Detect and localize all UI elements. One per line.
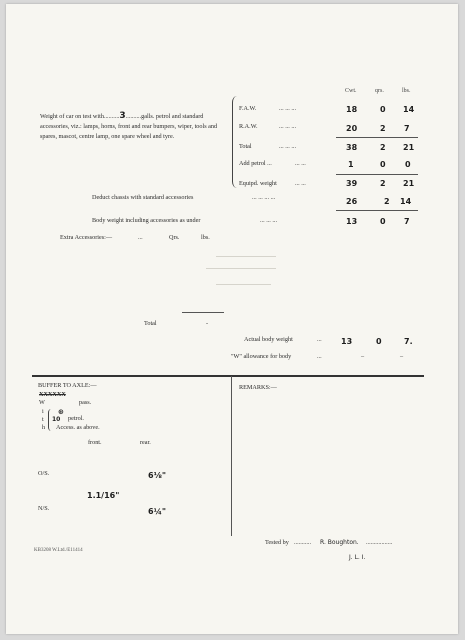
row-raw-cwt: 20 — [346, 124, 358, 133]
rule-under-petrol — [336, 174, 418, 175]
row-raw-dots: ... ... ... — [279, 123, 297, 130]
actual-weight-qrs: 0 — [376, 337, 382, 346]
os-rear-value: 6⅛" — [148, 471, 167, 480]
rule-under-raw — [336, 137, 418, 138]
actual-weight-cwt: 13 — [341, 337, 353, 346]
row-raw-qrs: 2 — [380, 124, 386, 133]
weight-description-body: ..........galls. petrol and standard accessories, viz.: lamps, horns, front and rear bumpers, wiper, tools and spares, mascot, centre lamp, one spare wheel and tyre. — [40, 113, 218, 140]
galls-handwritten-value: 3 — [119, 111, 126, 121]
extra-accessories-dots: ... — [138, 234, 143, 241]
tested-by-dots-after: ................. — [366, 539, 393, 546]
row-equipd-cwt: 39 — [346, 179, 358, 188]
deduct-lbs: 14 — [400, 197, 412, 206]
row-total-qrs: 2 — [380, 143, 386, 152]
small-brace — [48, 409, 51, 431]
row-equipd-qrs: 2 — [380, 179, 386, 188]
row-total-cwt: 38 — [346, 143, 358, 152]
tester-initials: J. L. I. — [349, 554, 366, 561]
w-allowance-dash-1: – — [361, 353, 365, 360]
buffer-to-axle-title: BUFFER TO AXLE:— — [38, 382, 97, 389]
body-weight-label: Body weight including accessories as under — [92, 217, 201, 224]
form-sheet — [6, 4, 458, 634]
row-petrol-cwt: 1 — [348, 160, 354, 169]
rule-under-deduct — [336, 210, 418, 211]
deduct-label: Deduct chassis with standard accessories — [92, 194, 194, 201]
tested-by-label: Tested by — [265, 539, 289, 546]
total-label: Total — [144, 320, 157, 327]
row-petrol-label: Add petrol ... — [239, 160, 272, 167]
tester-name: R. Boughton. — [320, 539, 359, 546]
w-allowance-dots: ... — [317, 353, 322, 360]
faint-rule — [216, 256, 276, 257]
deduct-cwt: 26 — [346, 197, 358, 206]
ns-rear-value: 6¼" — [148, 507, 167, 516]
actual-weight-label: Actual body weight — [244, 336, 293, 343]
row-petrol-lbs: 0 — [405, 160, 411, 169]
weight-description — [40, 111, 230, 142]
front-measurement-value: 1.1/16" — [87, 491, 120, 500]
extra-qrs-label: Qrs. — [169, 234, 180, 241]
row-faw-qrs: 0 — [380, 105, 386, 114]
w-allowance-label: "W" allowance for body — [231, 353, 292, 360]
row-faw-label: F.A.W. — [239, 105, 257, 112]
row-total-label: Total — [239, 143, 252, 150]
row-equipd-dots: ... ... — [295, 180, 306, 187]
crossed-out-text: XXXXXX — [39, 391, 66, 398]
row-total-dots: ... ... ... — [279, 143, 297, 150]
row-faw-cwt: 18 — [346, 105, 358, 114]
body-weight-lbs: 7 — [404, 217, 410, 226]
row-raw-label: R.A.W. — [239, 123, 258, 130]
header-cwt: Cwt. — [345, 88, 357, 94]
front-label: front. — [88, 439, 102, 446]
form-code: KB3208 W.Ltd./E11414 — [34, 548, 83, 553]
tested-by-dots-before: ........... — [294, 539, 312, 546]
row-petrol-qrs: 0 — [380, 160, 386, 169]
weight-description-prefix: Weight of car on test with.......... — [40, 113, 120, 120]
rear-label: rear. — [140, 439, 151, 446]
row-faw-dots: ... ... ... — [279, 105, 297, 112]
row-raw-lbs: 7 — [404, 124, 410, 133]
row-faw-lbs: 14 — [403, 105, 415, 114]
total-dash: - — [206, 320, 209, 327]
body-weight-cwt: 13 — [346, 217, 358, 226]
stamp-mark: ⊛ — [58, 408, 64, 416]
rule-above-total — [182, 312, 224, 313]
letter-t: t — [42, 416, 44, 423]
actual-weight-lbs: 7. — [404, 337, 413, 346]
w-allowance-dash-2: – — [400, 353, 404, 360]
pass-label: pass. — [79, 399, 92, 406]
petrol-label: petrol. — [68, 415, 84, 422]
body-weight-qrs: 0 — [380, 217, 386, 226]
letter-i: i — [42, 408, 44, 415]
section-divider — [32, 375, 424, 377]
row-petrol-dots: ... ... — [295, 160, 306, 167]
stamp-number: 10 — [52, 416, 61, 423]
w-letter: W — [39, 399, 45, 406]
actual-weight-dots: ... — [317, 336, 322, 343]
ns-label: N/S. — [38, 505, 50, 512]
access-label: Access. as above. — [56, 424, 100, 431]
row-equipd-lbs: 21 — [403, 179, 415, 188]
header-qrs: qrs. — [375, 88, 384, 94]
extra-lbs-label: lbs. — [201, 234, 210, 241]
extra-accessories-label: Extra Accessories:— — [60, 234, 113, 241]
deduct-dots: ... ... ... ... — [252, 194, 276, 201]
deduct-qrs: 2 — [384, 197, 390, 206]
letter-h: h — [42, 424, 46, 431]
row-total-lbs: 21 — [403, 143, 415, 152]
remarks-label: REMARKS:— — [239, 384, 277, 391]
os-label: O/S. — [38, 470, 50, 477]
row-equipd-label: Equipd. weight — [239, 180, 277, 187]
header-lbs: lbs. — [402, 88, 411, 94]
faint-rule — [216, 284, 271, 285]
grouping-brace — [232, 96, 237, 188]
faint-rule — [206, 268, 276, 269]
column-divider — [231, 376, 232, 536]
body-weight-dots: ... ... ... — [260, 217, 278, 224]
